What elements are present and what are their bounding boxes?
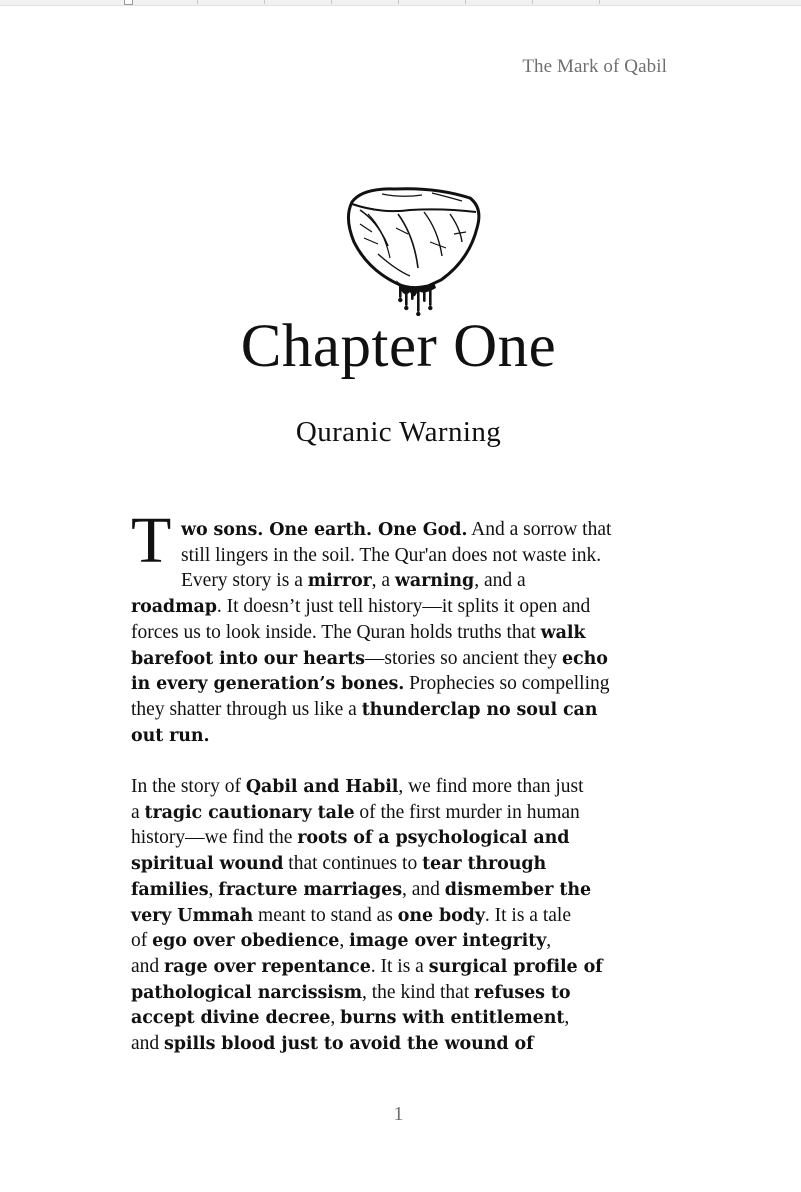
bold-phrase: Qabil and Habil [245, 777, 399, 797]
bold-phrase: spills blood just to avoid the wound of [164, 1034, 534, 1054]
ruler-tick [197, 0, 198, 4]
bold-phrase: ego over obedience [152, 931, 340, 952]
text-run: and [131, 955, 165, 977]
text-run: . It is a tale [484, 904, 571, 926]
bold-phrase: warning [394, 571, 475, 592]
text-line [131, 877, 591, 903]
text-line [131, 954, 603, 980]
text-run: Prophecies so compelling [404, 673, 610, 695]
text-run: , we find more than just [398, 776, 584, 797]
text-line [181, 517, 611, 543]
text-line [131, 697, 597, 723]
text-line [181, 568, 526, 594]
text-line [131, 928, 551, 954]
ruler-tick [398, 0, 399, 4]
text-run: of [131, 930, 153, 952]
text-run: , a [371, 570, 395, 592]
text-line [131, 980, 570, 1006]
text-run: that continues to [283, 853, 423, 875]
bold-phrase: echo [561, 648, 608, 669]
ruler-tick [599, 0, 600, 4]
text-line [131, 620, 585, 646]
text-run: they shatter through us like a [131, 698, 362, 720]
text-run: , [339, 930, 350, 952]
text-line [131, 1005, 569, 1031]
bold-phrase: barefoot into our hearts [131, 648, 365, 669]
bold-phrase: pathological narcissism [131, 982, 363, 1003]
ruler-tick [532, 0, 533, 4]
text-line [131, 646, 608, 672]
bold-phrase: walk [540, 622, 586, 643]
text-line [131, 851, 546, 877]
bold-phrase: in every generation’s bones. [131, 674, 405, 695]
text-run: a [131, 801, 145, 823]
text-run: —stories so ancient they [364, 647, 562, 669]
text-run: , and [401, 878, 445, 900]
bold-phrase: fracture marriages [218, 879, 402, 900]
text-line [131, 723, 210, 749]
text-line [131, 774, 584, 800]
bold-phrase: one body [397, 905, 485, 926]
running-header: The Mark of Qabil [522, 56, 667, 77]
text-line [131, 800, 580, 826]
page-number: 1 [393, 1103, 404, 1125]
bold-phrase: rage over repentance [164, 956, 371, 977]
text-run: still lingers in the soil. The Qur'an does not waste ink. [181, 544, 602, 566]
text-run: of the first murder in human [354, 801, 580, 823]
text-run: meant to stand as [253, 904, 398, 926]
text-run: Every story is a [181, 570, 308, 592]
bold-phrase: out run. [131, 725, 210, 746]
text-run: And a sorrow that [467, 519, 612, 540]
text-line [131, 594, 590, 620]
bold-phrase: families [131, 879, 209, 900]
chapter-title: Chapter One [240, 313, 557, 380]
ruler-tick [331, 0, 332, 4]
text-run: and [131, 1033, 165, 1054]
text-run: history—we find the [131, 827, 298, 849]
text-line [131, 825, 569, 851]
text-run: . It is a [370, 955, 429, 977]
bold-phrase: roots of a psychological and [297, 828, 570, 849]
text-run: , [546, 930, 552, 952]
bleeding-stone-icon [338, 184, 484, 316]
text-run: , the kind that [362, 981, 475, 1003]
bold-phrase: very Ummah [131, 905, 254, 926]
text-line [181, 543, 601, 569]
text-run: In the story of [131, 776, 246, 797]
bold-phrase: burns with entitlement [340, 1008, 565, 1029]
bold-phrase: image over integrity [349, 931, 547, 952]
bold-phrase: refuses to [474, 982, 571, 1003]
drop-cap: T [131, 504, 172, 577]
chapter-subtitle: Quranic Warning [295, 416, 502, 448]
text-line [131, 671, 610, 697]
bold-phrase: tear through [422, 854, 547, 875]
bold-phrase: dismember the [444, 879, 591, 900]
bold-phrase: roadmap [131, 597, 217, 618]
text-run: , and a [474, 570, 526, 592]
ruler-tick [465, 0, 466, 4]
bold-phrase: mirror [307, 571, 372, 592]
text-run: , [564, 1007, 570, 1029]
text-run: . It doesn’t just tell history—it splits it open and [216, 596, 591, 618]
text-run: forces us to look inside. The Quran holds truths that [131, 621, 541, 643]
text-line [131, 1031, 534, 1057]
bold-phrase: accept divine decree [131, 1008, 331, 1029]
bold-phrase: spiritual wound [131, 854, 284, 875]
text-run: , [330, 1007, 341, 1029]
bold-phrase: thunderclap no soul can [361, 699, 598, 720]
indent-marker[interactable] [124, 0, 133, 5]
ruler-tick [264, 0, 265, 4]
text-run: , [208, 878, 219, 900]
text-line [131, 903, 571, 929]
bold-phrase: tragic cautionary tale [144, 802, 355, 823]
bold-phrase: surgical profile of [428, 956, 603, 977]
ruler [0, 0, 801, 6]
bold-phrase: wo sons. One earth. One God. [181, 520, 468, 540]
